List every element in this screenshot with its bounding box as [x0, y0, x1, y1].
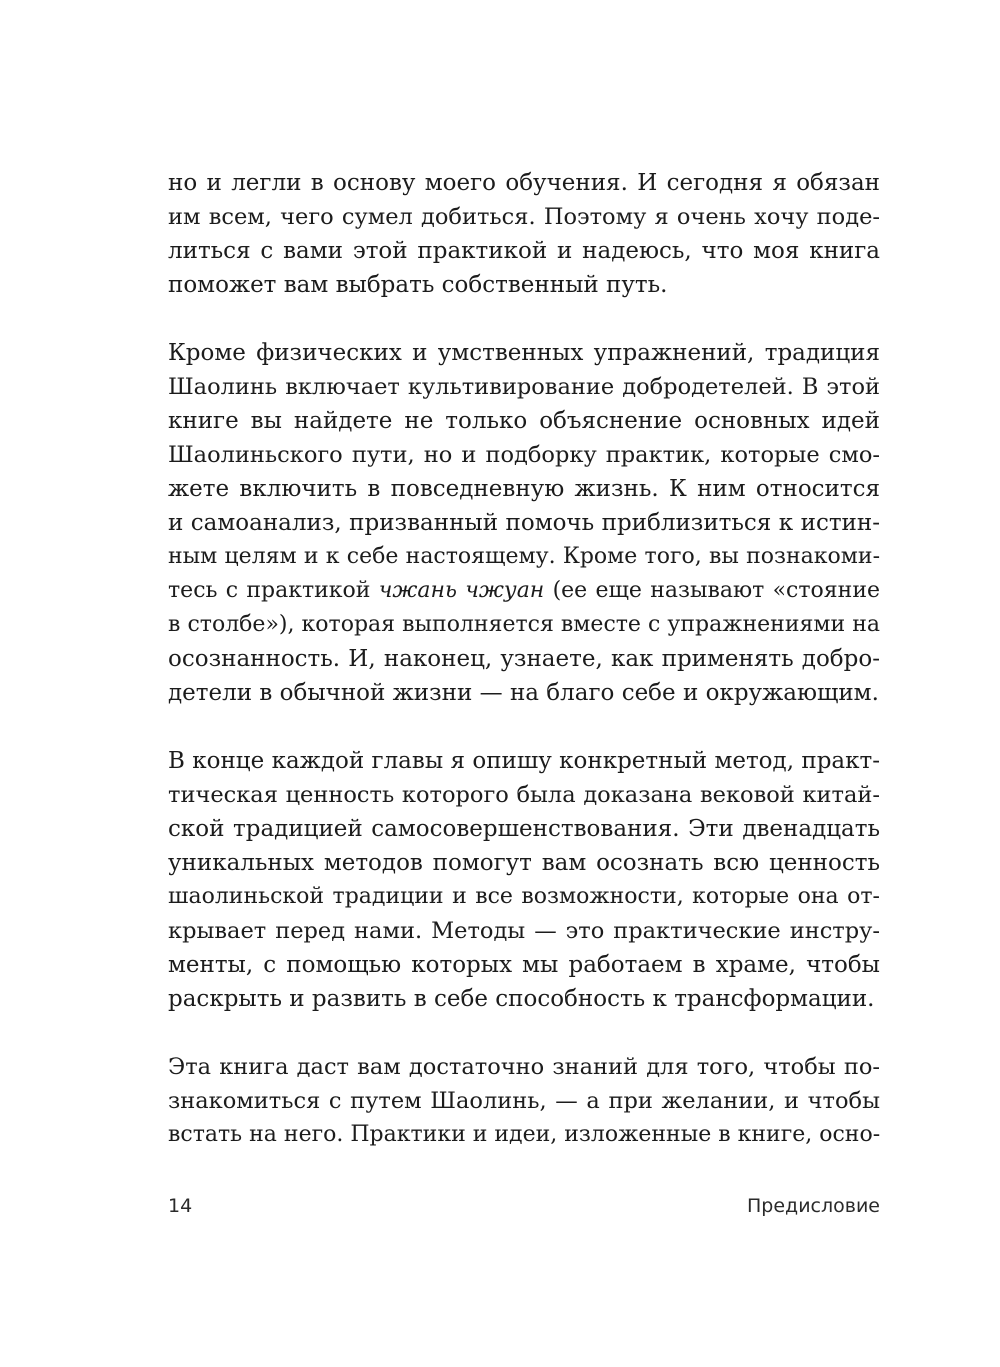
paragraph-2	[168, 336, 880, 710]
text-line: им всем, чего сумел добиться. Поэтому я очень хочу поде-	[168, 204, 880, 230]
text-line: и самоанализ, призванный помочь приблизиться к истин-	[168, 510, 880, 536]
text-line: крывает перед нами. Методы — это практические инстру-	[168, 918, 880, 944]
paragraph-1	[168, 166, 880, 302]
body-text	[168, 166, 880, 1152]
text-line: уникальных методов помогут вам осознать всю ценность	[168, 850, 880, 876]
text-line: менты, с помощью которых мы работаем в храме, чтобы	[168, 952, 880, 978]
text-line: Шаолинь включает культивирование добродетелей. В этой	[168, 374, 880, 400]
running-head: Предисловие	[747, 1195, 880, 1217]
text-line: Шаолиньского пути, но и подборку практик, которые смо-	[168, 442, 880, 468]
text-line: детели в обычной жизни — на благо себе и окружающим.	[168, 680, 879, 706]
text-segment: тесь с практикой	[168, 578, 379, 603]
text-line: ской традицией самосовершенствования. Эти двенадцать	[168, 816, 880, 842]
text-line: жете включить в повседневную жизнь. К ним относится	[168, 476, 880, 502]
text-line: встать на него. Практики и идеи, изложенные в книге, осно-	[168, 1122, 881, 1147]
text-line: литься с вами этой практикой и надеюсь, что моя книга	[168, 238, 880, 264]
text-line: Кроме физических и умственных упражнений, традиция	[168, 340, 880, 366]
text-segment: (ее еще называют «стояние	[544, 578, 880, 603]
text-line: В конце каждой главы я опишу конкретный метод, практ-	[168, 748, 880, 774]
page-footer	[168, 1195, 880, 1227]
italic-term: чжань чжуан	[378, 578, 545, 603]
text-line: шаолиньской традиции и все возможности, которые она от-	[168, 884, 880, 909]
text-line-with-italic	[168, 574, 880, 608]
text-line: в столбе»), которая выполняется вместе с упражнениями на	[168, 612, 880, 637]
text-line: поможет вам выбрать собственный путь.	[168, 272, 668, 298]
text-line: книге вы найдете не только объяснение основных идей	[168, 408, 880, 434]
text-line: Эта книга даст вам достаточно знаний для того, чтобы по-	[168, 1054, 880, 1080]
paragraph-3	[168, 744, 880, 1016]
text-line: знакомиться с путем Шаолинь, — а при желании, и чтобы	[168, 1088, 880, 1114]
text-line: осознанность. И, наконец, узнаете, как применять добро-	[168, 646, 880, 672]
text-line: раскрыть и развить в себе способность к трансформации.	[168, 986, 875, 1012]
text-line: тическая ценность которого была доказана вековой китай-	[168, 782, 880, 808]
page-number: 14	[168, 1195, 193, 1217]
text-line: но и легли в основу моего обучения. И сегодня я обязан	[168, 170, 880, 196]
paragraph-4	[168, 1050, 880, 1152]
text-line: ным целям и к себе настоящему. Кроме того, вы познакоми-	[168, 544, 880, 569]
